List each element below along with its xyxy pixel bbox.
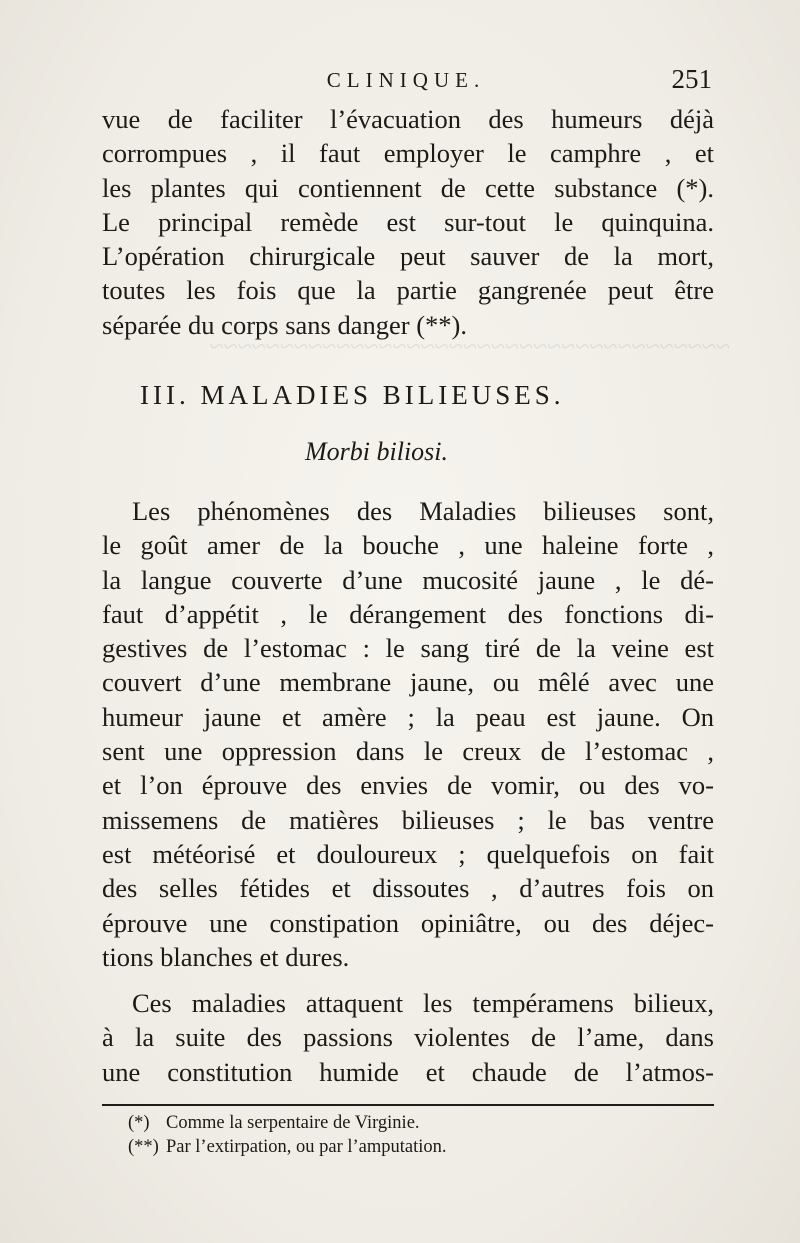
- text-line: séparée du corps sans danger (**).: [102, 309, 467, 340]
- text-line: le goût amer de la bouche , une haleine forte ,: [102, 530, 714, 561]
- footnote-text: Par l’extirpation, ou par l’amputation.: [166, 1137, 447, 1157]
- running-title: CLINIQUE.: [326, 68, 486, 92]
- text-line: toutes les fois que la partie gangrenée peut être: [102, 275, 714, 306]
- text-line: L’opération chirurgicale peut sauver de la mort,: [102, 241, 714, 272]
- text-line: et l’on éprouve des envies de vomir, ou des vo-: [102, 770, 714, 801]
- text-line: la langue couverte d’une mucosité jaune , le dé-: [102, 564, 714, 595]
- bleed-through-text: ~~~~~~~~~~~~~~~~~~~~~~~~~~~~~~~~~~~~~: [209, 332, 730, 361]
- footnote-rule: [102, 1104, 714, 1106]
- text-line: les plantes qui contiennent de cette substance (*).: [102, 172, 714, 203]
- text-line: sent une oppression dans le creux de l’estomac ,: [102, 736, 714, 767]
- text-line: est météorisé et douloureux ; quelquefois on fait: [102, 838, 714, 869]
- text-line: tions blanches et dures.: [102, 941, 350, 972]
- page-header: [100, 62, 712, 102]
- paragraph-symptoms: [102, 494, 714, 974]
- text-line: Le principal remède est sur-tout le quinquina.: [102, 206, 714, 237]
- continued-paragraph: [102, 102, 714, 342]
- footnote-marker: (*): [128, 1113, 150, 1133]
- section-subtitle: Morbi biliosi.: [305, 437, 449, 466]
- footnote-1: [128, 1111, 688, 1135]
- page-number: 251: [671, 64, 712, 94]
- text-line: couvert d’une membrane jaune, ou mêlé avec une: [102, 667, 714, 698]
- text-line: vue de faciliter l’évacuation des humeurs déjà: [102, 104, 714, 134]
- text-line: faut d’appétit , le dérangement des fonctions di-: [102, 598, 714, 629]
- text-line: Les phénomènes des Maladies bilieuses sont,: [132, 496, 714, 526]
- footnote-2: [128, 1135, 688, 1159]
- text-line: des selles fétides et dissoutes , d’autres fois on: [102, 873, 714, 904]
- paragraph-causes: [102, 986, 714, 1089]
- text-line: Ces maladies attaquent les tempéramens bilieux,: [132, 988, 714, 1018]
- text-line: à la suite des passions violentes de l’ame, dans: [102, 1022, 714, 1053]
- text-line: humeur jaune et amère ; la peau est jaune. On: [102, 701, 714, 732]
- text-line: éprouve une constipation opiniâtre, ou des déjec-: [102, 907, 714, 938]
- text-line: corrompues , il faut employer le camphre , et: [102, 138, 714, 169]
- footnote-marker: (**): [128, 1137, 159, 1157]
- footnotes: [128, 1111, 688, 1159]
- text-line: missemens de matières bilieuses ; le bas ventre: [102, 804, 714, 835]
- text-line: gestives de l’estomac : le sang tiré de la veine est: [102, 633, 714, 664]
- text-line: une constitution humide et chaude de l’atmos-: [102, 1056, 714, 1087]
- section-heading: III. MALADIES BILIEUSES.: [140, 380, 565, 410]
- footnote-text: Comme la serpentaire de Virginie.: [166, 1113, 420, 1133]
